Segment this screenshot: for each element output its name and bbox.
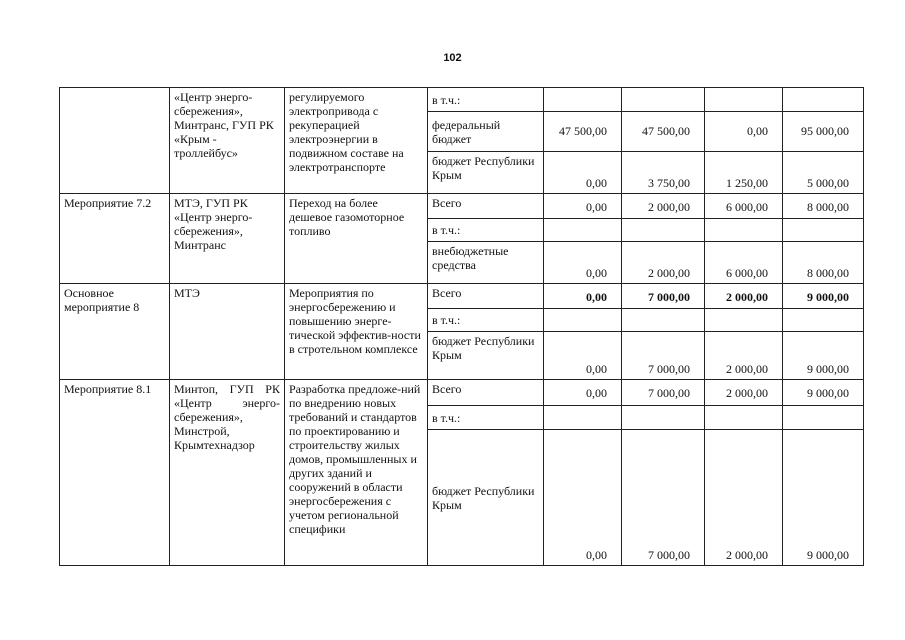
page-number: 102 [443, 52, 462, 64]
value-cell: 47 500,00 [544, 112, 622, 152]
program-activities-table [59, 87, 864, 566]
value-cell: 2 000,00 [705, 380, 783, 406]
activity-name-cell: Основное мероприятие 8 [60, 284, 170, 380]
value-cell: 2 000,00 [622, 194, 705, 219]
value-cell [705, 88, 783, 112]
executor-cell: МТЭ [170, 284, 285, 380]
description-cell: Разработка предложе-ний по внедрению новых требований и стандартов по проектированию и строительству жилых домов, промышленных и других зданий и сооружений в области энергосбережения с учетом региональной специфики [285, 380, 428, 566]
funding-source-cell: бюджет Республики Крым [428, 332, 544, 380]
value-cell: 7 000,00 [622, 380, 705, 406]
funding-source-cell: в т.ч.: [428, 309, 544, 332]
funding-source-cell: Всего [428, 194, 544, 219]
value-cell [622, 406, 705, 430]
value-cell [783, 309, 864, 332]
executor-cell: «Центр энерго-сбережения», Минтранс, ГУП РК «Крым - троллейбус» [170, 88, 285, 194]
funding-source-cell: Всего [428, 284, 544, 309]
value-cell: 0,00 [544, 380, 622, 406]
funding-source-cell: Всего [428, 380, 544, 406]
value-cell: 8 000,00 [783, 242, 864, 284]
table-row [60, 380, 864, 406]
value-cell: 0,00 [544, 242, 622, 284]
value-cell [622, 88, 705, 112]
funding-source-cell: в т.ч.: [428, 406, 544, 430]
value-cell: 0,00 [544, 332, 622, 380]
value-cell: 9 000,00 [783, 430, 864, 566]
value-cell: 0,00 [705, 112, 783, 152]
value-cell: 6 000,00 [705, 242, 783, 284]
value-cell: 3 750,00 [622, 152, 705, 194]
description-cell: регулируемого электропривода с рекуперацией электроэнергии в подвижном составе на электротранспорте [285, 88, 428, 194]
value-cell: 7 000,00 [622, 430, 705, 566]
value-cell [705, 309, 783, 332]
value-cell: 9 000,00 [783, 284, 864, 309]
table-row [60, 88, 864, 112]
funding-source-cell: внебюджетные средства [428, 242, 544, 284]
value-cell: 0,00 [544, 194, 622, 219]
value-cell: 6 000,00 [705, 194, 783, 219]
activity-name-cell: Мероприятие 7.2 [60, 194, 170, 284]
value-cell [705, 219, 783, 242]
value-cell: 8 000,00 [783, 194, 864, 219]
value-cell: 2 000,00 [622, 242, 705, 284]
value-cell: 0,00 [544, 152, 622, 194]
activity-name-cell: Мероприятие 8.1 [60, 380, 170, 566]
value-cell [705, 406, 783, 430]
description-cell: Мероприятия по энергосбережению и повышению энерге-тической эффектив-ности в стротельном комплексе [285, 284, 428, 380]
value-cell: 2 000,00 [705, 430, 783, 566]
value-cell [783, 88, 864, 112]
value-cell [544, 406, 622, 430]
value-cell [544, 88, 622, 112]
funding-source-cell: федеральный бюджет [428, 112, 544, 152]
funding-source-cell: в т.ч.: [428, 219, 544, 242]
table-row [60, 194, 864, 219]
value-cell [783, 219, 864, 242]
value-cell: 2 000,00 [705, 332, 783, 380]
executor-cell: Минтоп, ГУП РК «Центр энерго-сбережения», Минстрой, Крымтехнадзор [170, 380, 285, 566]
executor-cell: МТЭ, ГУП РК «Центр энерго-сбережения», Минтранс [170, 194, 285, 284]
value-cell [622, 219, 705, 242]
value-cell [544, 309, 622, 332]
value-cell: 7 000,00 [622, 332, 705, 380]
value-cell: 0,00 [544, 284, 622, 309]
value-cell: 9 000,00 [783, 332, 864, 380]
value-cell: 47 500,00 [622, 112, 705, 152]
value-cell: 7 000,00 [622, 284, 705, 309]
activity-name-cell [60, 88, 170, 194]
funding-source-cell: бюджет Республики Крым [428, 152, 544, 194]
value-cell [544, 219, 622, 242]
value-cell: 5 000,00 [783, 152, 864, 194]
value-cell: 1 250,00 [705, 152, 783, 194]
funding-source-cell: в т.ч.: [428, 88, 544, 112]
description-cell: Переход на более дешевое газомоторное топливо [285, 194, 428, 284]
table-row [60, 284, 864, 309]
value-cell: 9 000,00 [783, 380, 864, 406]
value-cell [783, 406, 864, 430]
value-cell: 95 000,00 [783, 112, 864, 152]
funding-source-cell: бюджет Республики Крым [428, 430, 544, 566]
value-cell [622, 309, 705, 332]
value-cell: 2 000,00 [705, 284, 783, 309]
value-cell: 0,00 [544, 430, 622, 566]
